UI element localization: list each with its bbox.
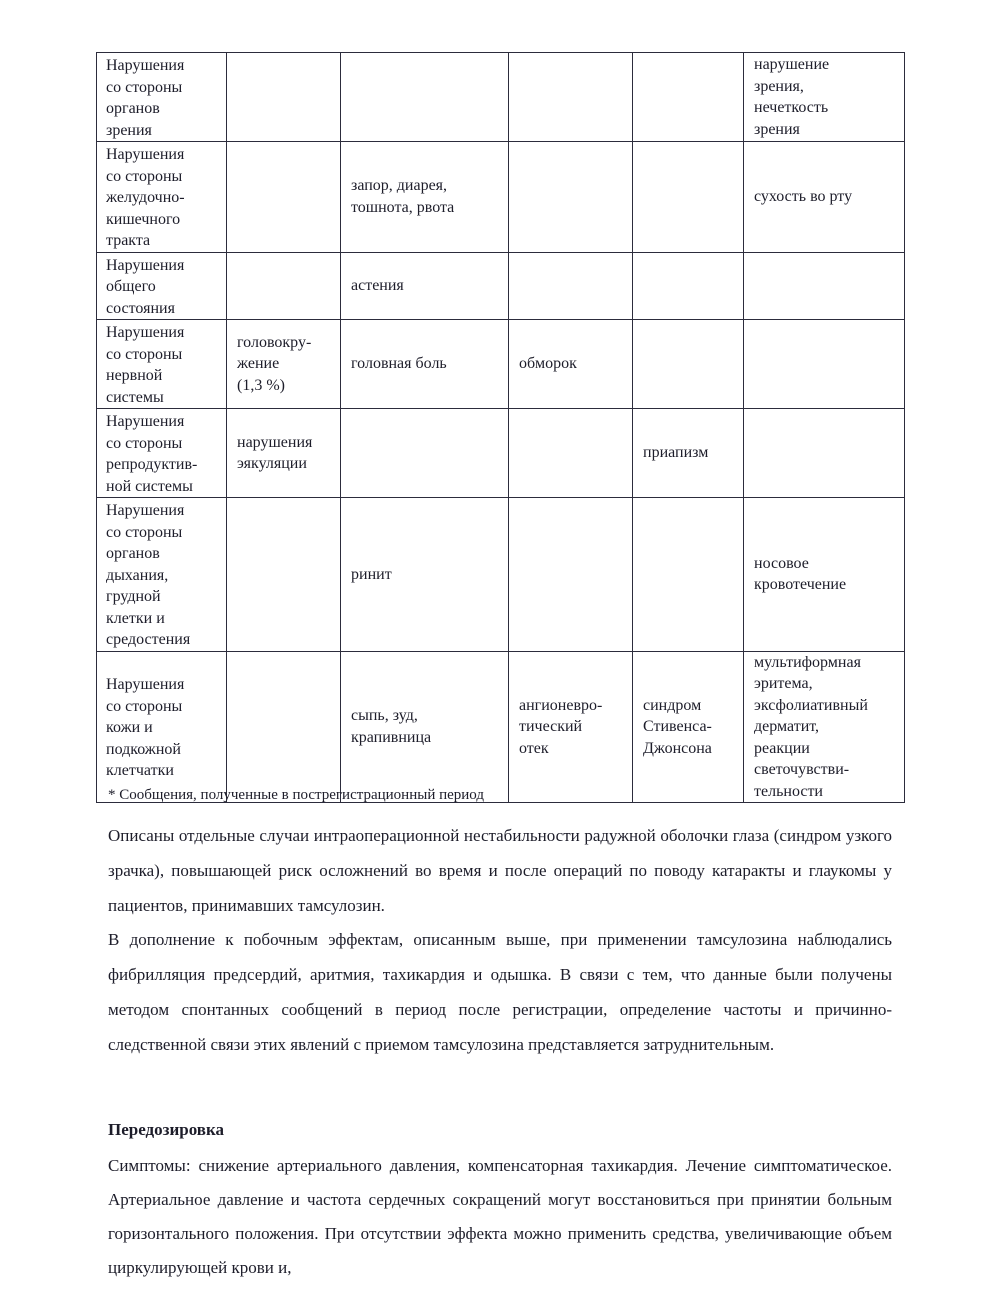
table-row [97,142,905,253]
table-cell: ангионевро- тический отек [509,651,633,803]
table-cell [633,53,744,142]
table-cell-category: Нарушения со стороны органов дыхания, грудной клетки и средостения [97,498,227,652]
table-footnote: * Сообщения, полученные в пострегистрационный период [108,787,485,803]
table-row [97,651,905,803]
table-cell [227,498,341,652]
table-cell [744,320,905,409]
table-cell: сыпь, зуд, крапивница [341,651,509,803]
table-row [97,252,905,320]
table-cell-category: Нарушения со стороны репродуктив- ной системы [97,409,227,498]
table-cell-category: Нарушения со стороны кожи и подкожной клетчатки [97,651,227,803]
table-cell [509,498,633,652]
table-cell: сухость во рту [744,142,905,253]
adverse-effects-table [96,52,905,803]
table-cell [509,142,633,253]
table-cell [227,142,341,253]
table-cell: мультиформная эритема, эксфолиативный дерматит, реакции светочувстви- тельности [744,651,905,803]
table-cell: головная боль [341,320,509,409]
table-cell [341,409,509,498]
table-row [97,409,905,498]
table-cell: нарушения эякуляции [227,409,341,498]
table-row [97,498,905,652]
table-cell [341,53,509,142]
table-cell: запор, диарея, тошнота, рвота [341,142,509,253]
table-cell-category: Нарушения со стороны нервной системы [97,320,227,409]
table-cell-category: Нарушения со стороны желудочно- кишечного тракта [97,142,227,253]
table-cell [633,252,744,320]
table-cell: астения [341,252,509,320]
table-cell: носовое кровотечение [744,498,905,652]
table-cell-category: Нарушения общего состояния [97,252,227,320]
table-cell [509,252,633,320]
table-cell [633,498,744,652]
table-cell [227,53,341,142]
table-cell [744,252,905,320]
table-cell [633,320,744,409]
table-cell: обморок [509,320,633,409]
table-cell-category: Нарушения со стороны органов зрения [97,53,227,142]
table-cell [227,252,341,320]
paragraph-additional-effects: В дополнение к побочным эффектам, описанным выше, при применении тамсулозина наблюдались фибрилляция предсердий, аритмия, тахикардия и одышка. В связи с тем, что данные были получены методом спонтанных сообщений в период после регистрации, определение частоты и причинно-следственной связи этих явлений с приемом тамсулозина представляется затруднительным. [108,930,892,1054]
paragraph-iris-syndrome: Описаны отдельные случаи интраоперационной нестабильности радужной оболочки глаза (синдром узкого зрачка), повышающей риск осложнений во время и после операций по поводу катаракты и глаукомы у пациентов, принимавших тамсулозин. [108,826,892,915]
table-cell [227,651,341,803]
table-cell: нарушение зрения, нечеткость зрения [744,53,905,142]
overdose-heading: Передозировка [108,1120,225,1139]
table-row [97,320,905,409]
table-cell: ринит [341,498,509,652]
table-cell: приапизм [633,409,744,498]
table-cell [633,142,744,253]
table-cell: синдром Стивенса- Джонсона [633,651,744,803]
table-cell: головокру- жение (1,3 %) [227,320,341,409]
table-cell [744,409,905,498]
table-row [97,53,905,142]
table-cell [509,409,633,498]
table-cell [509,53,633,142]
paragraph-overdose: Симптомы: снижение артериального давления, компенсаторная тахикардия. Лечение симптоматическое. Артериальное давление и частота сердечных сокращений могут восстановиться при принятии больным горизонтального положения. При отсутствии эффекта можно применить средства, увеличивающие объем циркулирующей крови и, [108,1156,892,1277]
